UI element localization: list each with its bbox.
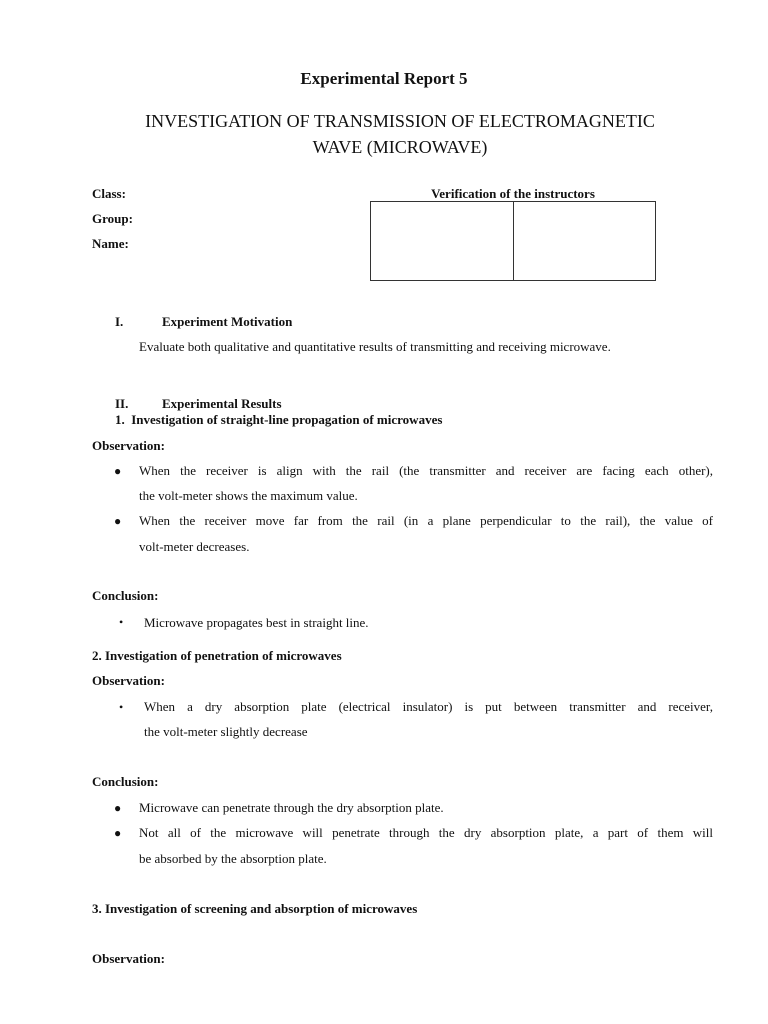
sub1-heading: 1. Investigation of straight-line propagation of microwaves — [115, 412, 443, 427]
verification-label: Verification of the instructors — [431, 186, 595, 201]
verification-table — [370, 201, 656, 281]
bullet-icon: ● — [114, 464, 122, 478]
bullet-icon: ● — [114, 514, 122, 528]
verification-cell-right — [513, 202, 656, 280]
sub2-concl-bullet1: Microwave can penetrate through the dry absorption plate. — [139, 800, 444, 815]
section1-text: Evaluate both qualitative and quantitative results of transmitting and receiving microwave. — [139, 339, 611, 354]
section2-number: II. — [115, 396, 129, 411]
sub1-obs-bullet1-line2: the volt-meter shows the maximum value. — [139, 488, 358, 503]
sub2-obs-bullet1-line1: When a dry absorption plate (electrical insulator) is put between transmitter and receiver, — [144, 699, 713, 714]
bullet-icon: ● — [114, 801, 122, 815]
bullet-icon: • — [119, 700, 124, 714]
main-title — [90, 108, 710, 160]
sub2-obs-bullet1-line2: the volt-meter slightly decrease — [144, 724, 308, 739]
group-label: Group: — [92, 211, 133, 226]
sub1-obs-bullet2-line2: volt-meter decreases. — [139, 539, 250, 554]
sub1-obs-bullet2-line1: When the receiver move far from the rail (in a plane perpendicular to the rail), the value of — [139, 513, 713, 528]
sub3-observation-label: Observation: — [92, 951, 165, 966]
main-title-line2: WAVE (MICROWAVE) — [312, 137, 488, 157]
sub1-concl-bullet1: Microwave propagates best in straight line. — [144, 615, 369, 630]
report-title: Experimental Report 5 — [300, 69, 468, 88]
bullet-icon: • — [119, 615, 124, 629]
sub1-observation-label: Observation: — [92, 438, 165, 453]
sub1-conclusion-label: Conclusion: — [92, 588, 159, 603]
sub2-observation-label: Observation: — [92, 673, 165, 688]
sub2-heading: 2. Investigation of penetration of microwaves — [92, 648, 342, 663]
section1-heading: Experiment Motivation — [162, 314, 293, 329]
section2-heading: Experimental Results — [162, 396, 282, 411]
verification-cell-left — [371, 202, 513, 280]
name-label: Name: — [92, 236, 129, 251]
sub2-concl-bullet2-line1: Not all of the microwave will penetrate through the dry absorption plate, a part of them will — [139, 825, 713, 840]
class-label: Class: — [92, 186, 126, 201]
section1-number: I. — [115, 314, 124, 329]
sub3-heading: 3. Investigation of screening and absorption of microwaves — [92, 901, 418, 916]
sub2-concl-bullet2-line2: be absorbed by the absorption plate. — [139, 851, 327, 866]
sub2-conclusion-label: Conclusion: — [92, 774, 159, 789]
bullet-icon: ● — [114, 826, 122, 840]
sub1-obs-bullet1-line1: When the receiver is align with the rail (the transmitter and receiver are facing each other), — [139, 463, 713, 478]
main-title-line1: INVESTIGATION OF TRANSMISSION OF ELECTROMAGNETIC — [145, 111, 655, 131]
